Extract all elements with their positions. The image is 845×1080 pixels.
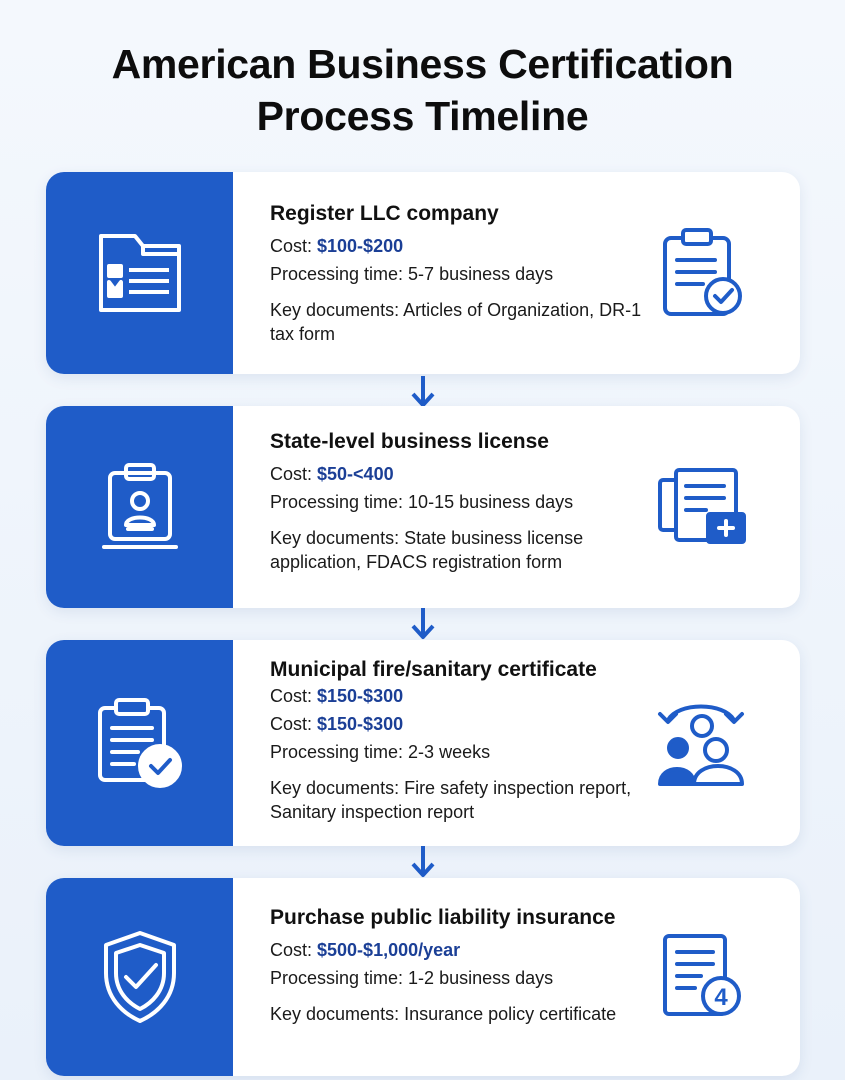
step-4-icon-panel — [46, 878, 233, 1076]
step-card-2 — [46, 406, 800, 608]
step-card-3 — [46, 640, 800, 846]
step-4-cost — [270, 936, 650, 964]
step-2-icon-panel — [46, 406, 233, 608]
step-1-content — [270, 202, 650, 346]
document-step-4-icon — [657, 932, 747, 1022]
step-3-icon-panel — [46, 640, 233, 846]
step-1-time: Processing time: 5-7 business days — [270, 264, 554, 284]
step-3-time: Processing time: 2-3 weeks — [270, 742, 491, 762]
step-4-title: Purchase public liability insurance — [270, 906, 616, 929]
page-title — [0, 38, 845, 142]
cost-label: Cost: — [270, 464, 318, 484]
cost-label: Cost: — [270, 236, 318, 256]
clipboard-person-icon — [100, 461, 180, 553]
people-exchange-icon — [654, 698, 750, 788]
cost-value: $150-$300 — [317, 686, 404, 706]
step-2-right-icon — [654, 459, 750, 555]
step-2-docs: Key documents: State business license application, FDACS registration form — [270, 528, 584, 572]
document-form-icon — [95, 230, 185, 316]
arrow-down-icon — [409, 374, 437, 408]
cost-value: $50-<400 — [317, 464, 394, 484]
arrow-down-icon — [409, 606, 437, 640]
step-4-time: Processing time: 1-2 business days — [270, 968, 554, 988]
step-4-docs: Key documents: Insurance policy certificate — [270, 1004, 617, 1024]
step-3-docs: Key documents: Fire safety inspection report, Sanitary inspection report — [270, 778, 632, 822]
page-title-line-1: American Business Certification — [111, 41, 734, 87]
cost-label: Cost: — [270, 686, 318, 706]
step-3-cost — [270, 682, 650, 710]
step-1-icon-panel — [46, 172, 233, 374]
step-2-title: State-level business license — [270, 430, 549, 453]
step-3-right-icon — [654, 695, 750, 791]
step-1-title: Register LLC company — [270, 202, 499, 225]
step-3-content — [270, 658, 650, 824]
arrow-down-icon — [409, 844, 437, 878]
cost-label: Cost: — [270, 714, 318, 734]
step-2-time: Processing time: 10-15 business days — [270, 492, 574, 512]
step-card-4 — [46, 878, 800, 1076]
step-1-right-icon — [654, 225, 750, 321]
page-title-line-2: Process Timeline — [256, 93, 589, 139]
step-3-title: Municipal fire/sanitary certificate — [270, 658, 597, 681]
step-2-cost — [270, 460, 650, 488]
cost-label: Cost: — [270, 940, 318, 960]
clipboard-check-icon — [657, 226, 747, 320]
step-1-cost — [270, 232, 650, 260]
step-4-right-icon — [654, 929, 750, 1025]
step-card-1 — [46, 172, 800, 374]
shield-check-icon — [100, 929, 180, 1025]
step-4-content — [270, 906, 650, 1026]
clipboard-check-icon — [94, 696, 186, 790]
step-1-docs: Key documents: Articles of Organization, DR-1 tax form — [270, 300, 642, 344]
cost-value: $150-$300 — [317, 714, 404, 734]
cost-value: $100-$200 — [317, 236, 404, 256]
step-3-cost-repeat — [270, 710, 650, 738]
documents-plus-icon — [656, 466, 748, 548]
step-number-label: 4 — [714, 984, 728, 1011]
step-2-content — [270, 430, 650, 574]
cost-value: $500-$1,000/year — [317, 940, 461, 960]
